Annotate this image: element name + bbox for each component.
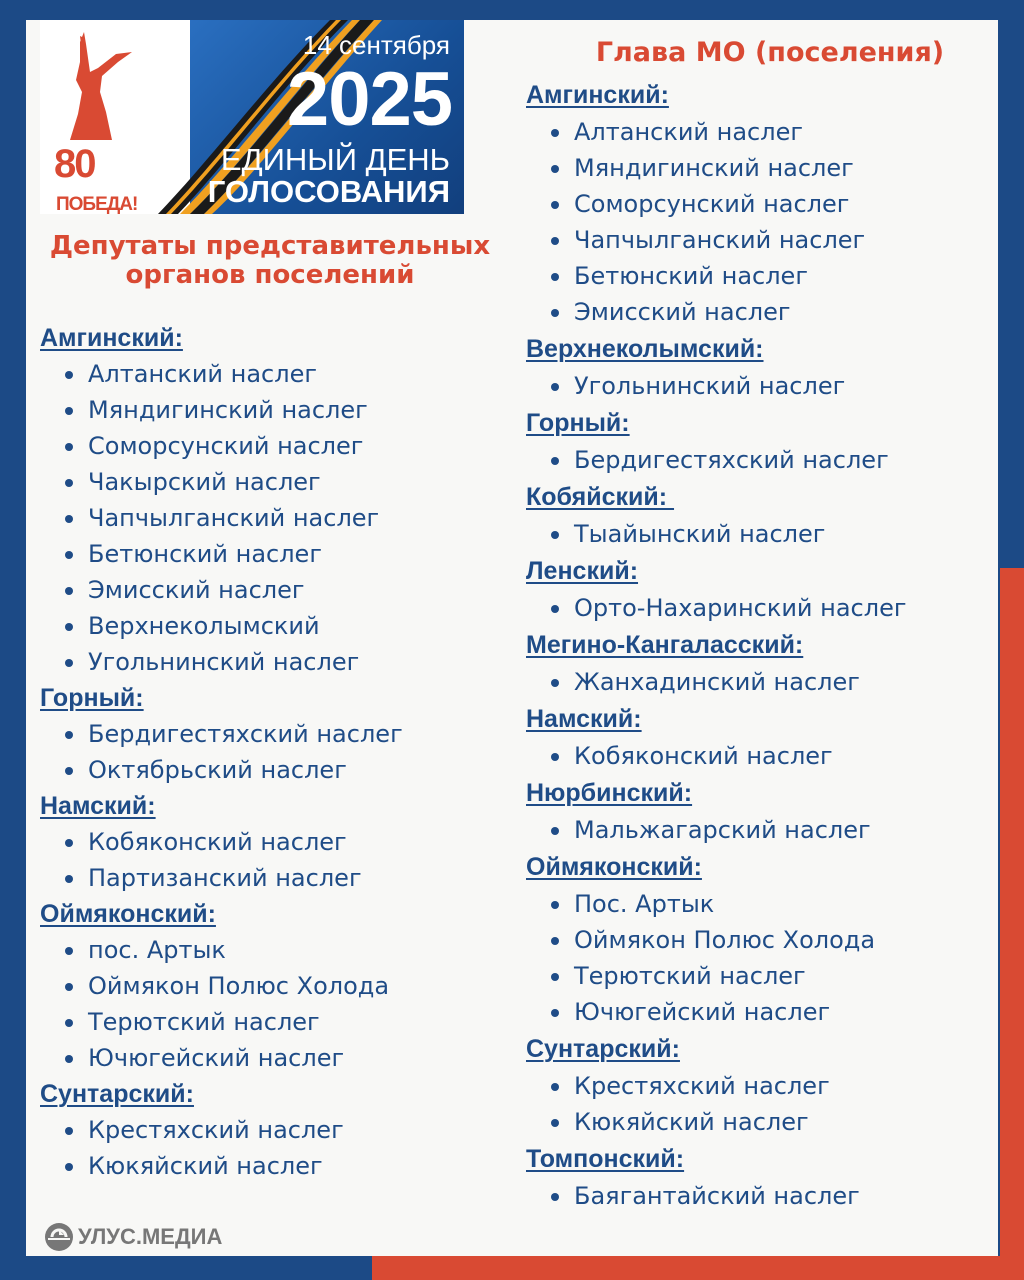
list-item: Октябрьский наслег	[40, 752, 500, 788]
list-item: пос. Артык	[40, 932, 500, 968]
list-item: Жанхадинский наслег	[526, 664, 986, 700]
district-heading: Кобяйский:	[526, 483, 675, 511]
background-red-stripe-right	[1000, 568, 1024, 1280]
list-item: Пос. Артык	[526, 886, 986, 922]
list-item: Орто-Нахаринский наслег	[526, 590, 986, 626]
list-item: Соморсунский наслег	[40, 428, 500, 464]
list-item: Угольнинский наслег	[526, 368, 986, 404]
list-item: Терютский наслег	[526, 958, 986, 994]
list-item: Чакырский наслег	[40, 464, 500, 500]
list-item: Оймякон Полюс Холода	[40, 968, 500, 1004]
ulus-media-text: УЛУС.МЕДИА	[78, 1224, 223, 1249]
left-column-title: Депутаты представительных органов поселений	[49, 231, 491, 290]
list-item: Соморсунский наслег	[526, 186, 986, 222]
right-district-list	[526, 76, 986, 1214]
list-item: Мяндигинский наслег	[526, 150, 986, 186]
district-heading: Горный:	[40, 684, 144, 712]
list-item: Баягантайский наслег	[526, 1178, 986, 1214]
ulus-media-globe-icon	[44, 1222, 74, 1252]
district-heading: Оймяконский:	[526, 853, 702, 881]
motherland-statue-icon	[46, 32, 136, 142]
district-heading: Ленский:	[526, 557, 639, 585]
ulus-media-logo	[44, 1222, 222, 1252]
list-item: Кюкяйский наслег	[40, 1148, 500, 1184]
list-item: Партизанский наслег	[40, 860, 500, 896]
district-heading: Оймяконский:	[40, 900, 216, 928]
list-item: Крестяхский наслег	[526, 1068, 986, 1104]
victory-80-logo	[46, 32, 138, 214]
list-item: Бердигестяхский наслег	[526, 442, 986, 478]
list-item: Оймякон Полюс Холода	[526, 922, 986, 958]
banner-line2: ГОЛОСОВАНИЯ	[207, 174, 450, 209]
banner-year: 2025	[286, 57, 452, 142]
list-item: Угольнинский наслег	[40, 644, 500, 680]
list-item: Бетюнский наслег	[40, 536, 500, 572]
logo-text: ПОБЕДА!	[56, 194, 138, 214]
list-item: Алтанский наслег	[40, 356, 500, 392]
list-item: Алтанский наслег	[526, 114, 986, 150]
list-item: Кобяконский наслег	[40, 824, 500, 860]
district-heading: Амгинский:	[40, 324, 183, 352]
list-item: Чапчылганский наслег	[40, 500, 500, 536]
district-heading: Мегино-Кангаласский:	[526, 631, 804, 659]
list-item: Верхнеколымский	[40, 608, 500, 644]
election-banner	[40, 20, 464, 214]
list-item: Эмисский наслег	[526, 294, 986, 330]
logo-number: 80	[54, 142, 95, 186]
district-heading: Томпонский:	[526, 1145, 685, 1173]
district-heading: Амгинский:	[526, 81, 669, 109]
list-item: Ючюгейский наслег	[40, 1040, 500, 1076]
district-heading: Нюрбинский:	[526, 779, 693, 807]
banner-date: 14 сентября	[302, 30, 450, 60]
district-heading: Намский:	[40, 792, 156, 820]
district-heading: Верхнеколымский:	[526, 335, 764, 363]
list-item: Бердигестяхский наслег	[40, 716, 500, 752]
list-item: Мальжагарский наслег	[526, 812, 986, 848]
district-heading: Сунтарский:	[526, 1035, 680, 1063]
list-item: Мяндигинский наслег	[40, 392, 500, 428]
background-red-stripe-bottom	[372, 1256, 1024, 1280]
list-item: Ючюгейский наслег	[526, 994, 986, 1030]
list-item: Эмисский наслег	[40, 572, 500, 608]
list-item: Кюкяйский наслег	[526, 1104, 986, 1140]
left-district-list	[40, 320, 500, 1184]
right-column-title: Глава МО (поселения)	[595, 37, 945, 68]
list-item: Тыайынский наслег	[526, 516, 986, 552]
list-item: Кобяконский наслег	[526, 738, 986, 774]
list-item: Чапчылганский наслег	[526, 222, 986, 258]
district-heading: Горный:	[526, 409, 630, 437]
banner-line1: ЕДИНЫЙ ДЕНЬ	[220, 142, 450, 177]
district-heading: Сунтарский:	[40, 1080, 194, 1108]
list-item: Терютский наслег	[40, 1004, 500, 1040]
list-item: Бетюнский наслег	[526, 258, 986, 294]
district-heading: Намский:	[526, 705, 642, 733]
list-item: Крестяхский наслег	[40, 1112, 500, 1148]
